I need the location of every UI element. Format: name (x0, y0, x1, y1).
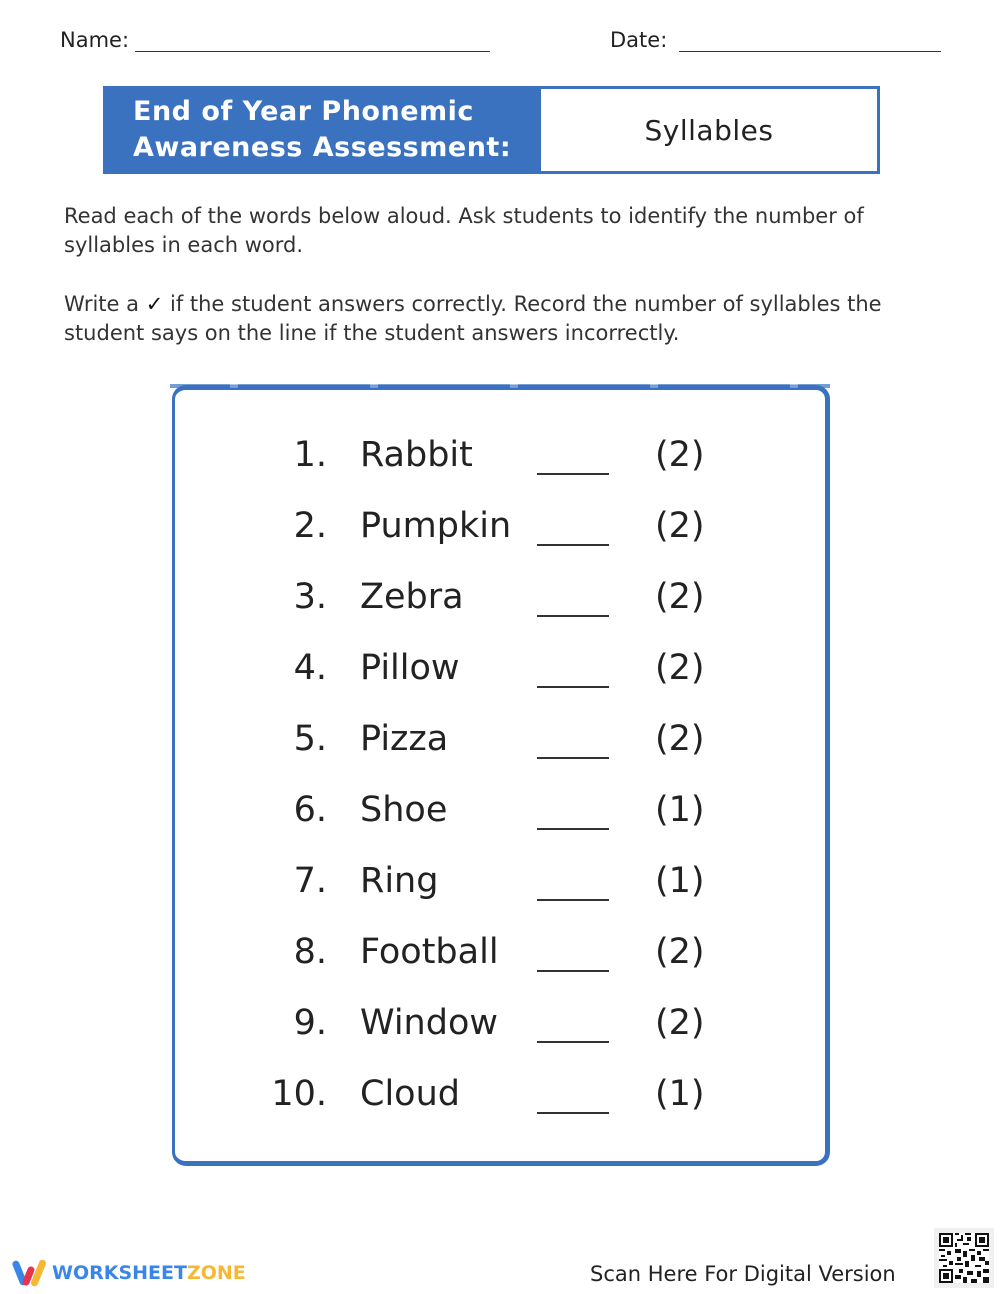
item-number: 10. (271, 1074, 327, 1114)
list-item (275, 648, 715, 719)
item-word: Shoe (360, 790, 448, 830)
instruction-text-before: Write a (64, 292, 139, 316)
instruction-paragraph-1: Read each of the words below aloud. Ask students to identify the number of syllables in each word. (64, 204, 864, 257)
item-number: 4. (293, 648, 327, 688)
syllable-count: (1) (655, 1074, 705, 1114)
instruction-text-after: if the student answers correctly. Record the number of syllables the student says on the line if the student answers incorrectly. (64, 292, 882, 345)
title-banner (103, 86, 880, 174)
item-word: Rabbit (360, 435, 473, 475)
name-line[interactable] (135, 30, 490, 52)
syllable-count: (2) (655, 719, 705, 759)
answer-line[interactable] (537, 1041, 609, 1043)
list-item (275, 790, 715, 861)
syllable-count: (2) (655, 648, 705, 688)
item-word: Pizza (360, 719, 449, 759)
syllable-count: (1) (655, 861, 705, 901)
item-number: 6. (293, 790, 327, 830)
item-number: 2. (293, 506, 327, 546)
item-word: Zebra (360, 577, 464, 617)
name-field[interactable] (60, 28, 490, 52)
syllable-count: (2) (655, 435, 705, 475)
answer-line[interactable] (537, 615, 609, 617)
list-item (275, 435, 715, 506)
list-item (275, 506, 715, 577)
item-word: Pillow (360, 648, 460, 688)
syllable-count: (1) (655, 790, 705, 830)
answer-line[interactable] (537, 899, 609, 901)
list-item (275, 932, 715, 1003)
word-list (271, 435, 715, 1145)
instruction-paragraph-2 (64, 290, 954, 348)
item-number: 5. (293, 719, 327, 759)
item-word: Football (360, 932, 499, 972)
syllable-count: (2) (655, 506, 705, 546)
answer-line[interactable] (537, 757, 609, 759)
list-item (275, 861, 715, 932)
answer-line[interactable] (537, 686, 609, 688)
syllable-count: (2) (655, 932, 705, 972)
list-item (275, 1003, 715, 1074)
date-field[interactable] (610, 28, 941, 52)
item-word: Pumpkin (360, 506, 512, 546)
item-number: 8. (293, 932, 327, 972)
worksheet-zone-logo[interactable] (12, 1258, 246, 1288)
answer-line[interactable] (537, 828, 609, 830)
list-item (275, 719, 715, 790)
date-label: Date: (610, 28, 668, 52)
item-word: Window (360, 1003, 499, 1043)
qr-code-icon[interactable] (934, 1228, 994, 1288)
date-line[interactable] (679, 30, 941, 52)
syllable-count: (2) (655, 577, 705, 617)
topic-title: Syllables (644, 113, 774, 147)
answer-line[interactable] (537, 970, 609, 972)
list-item (271, 1074, 715, 1145)
list-item (275, 577, 715, 648)
title-line-1: End of Year Phonemic (133, 96, 474, 127)
checkmark-icon: ✓ (145, 292, 164, 316)
answer-line[interactable] (537, 544, 609, 546)
item-word: Ring (360, 861, 439, 901)
item-number: 1. (293, 435, 327, 475)
answer-line[interactable] (537, 473, 609, 475)
item-number: 7. (293, 861, 327, 901)
syllable-count: (2) (655, 1003, 705, 1043)
item-number: 3. (293, 577, 327, 617)
assessment-title (106, 89, 541, 171)
scan-instruction: Scan Here For Digital Version (590, 1262, 896, 1286)
answer-line[interactable] (537, 1112, 609, 1114)
brand-name: WORKSHEETZONE (52, 1262, 246, 1284)
logo-w-icon (12, 1258, 48, 1288)
title-line-2: Awareness Assessment: (133, 132, 512, 163)
item-word: Cloud (360, 1074, 460, 1114)
item-number: 9. (293, 1003, 327, 1043)
name-label: Name: (60, 28, 130, 52)
